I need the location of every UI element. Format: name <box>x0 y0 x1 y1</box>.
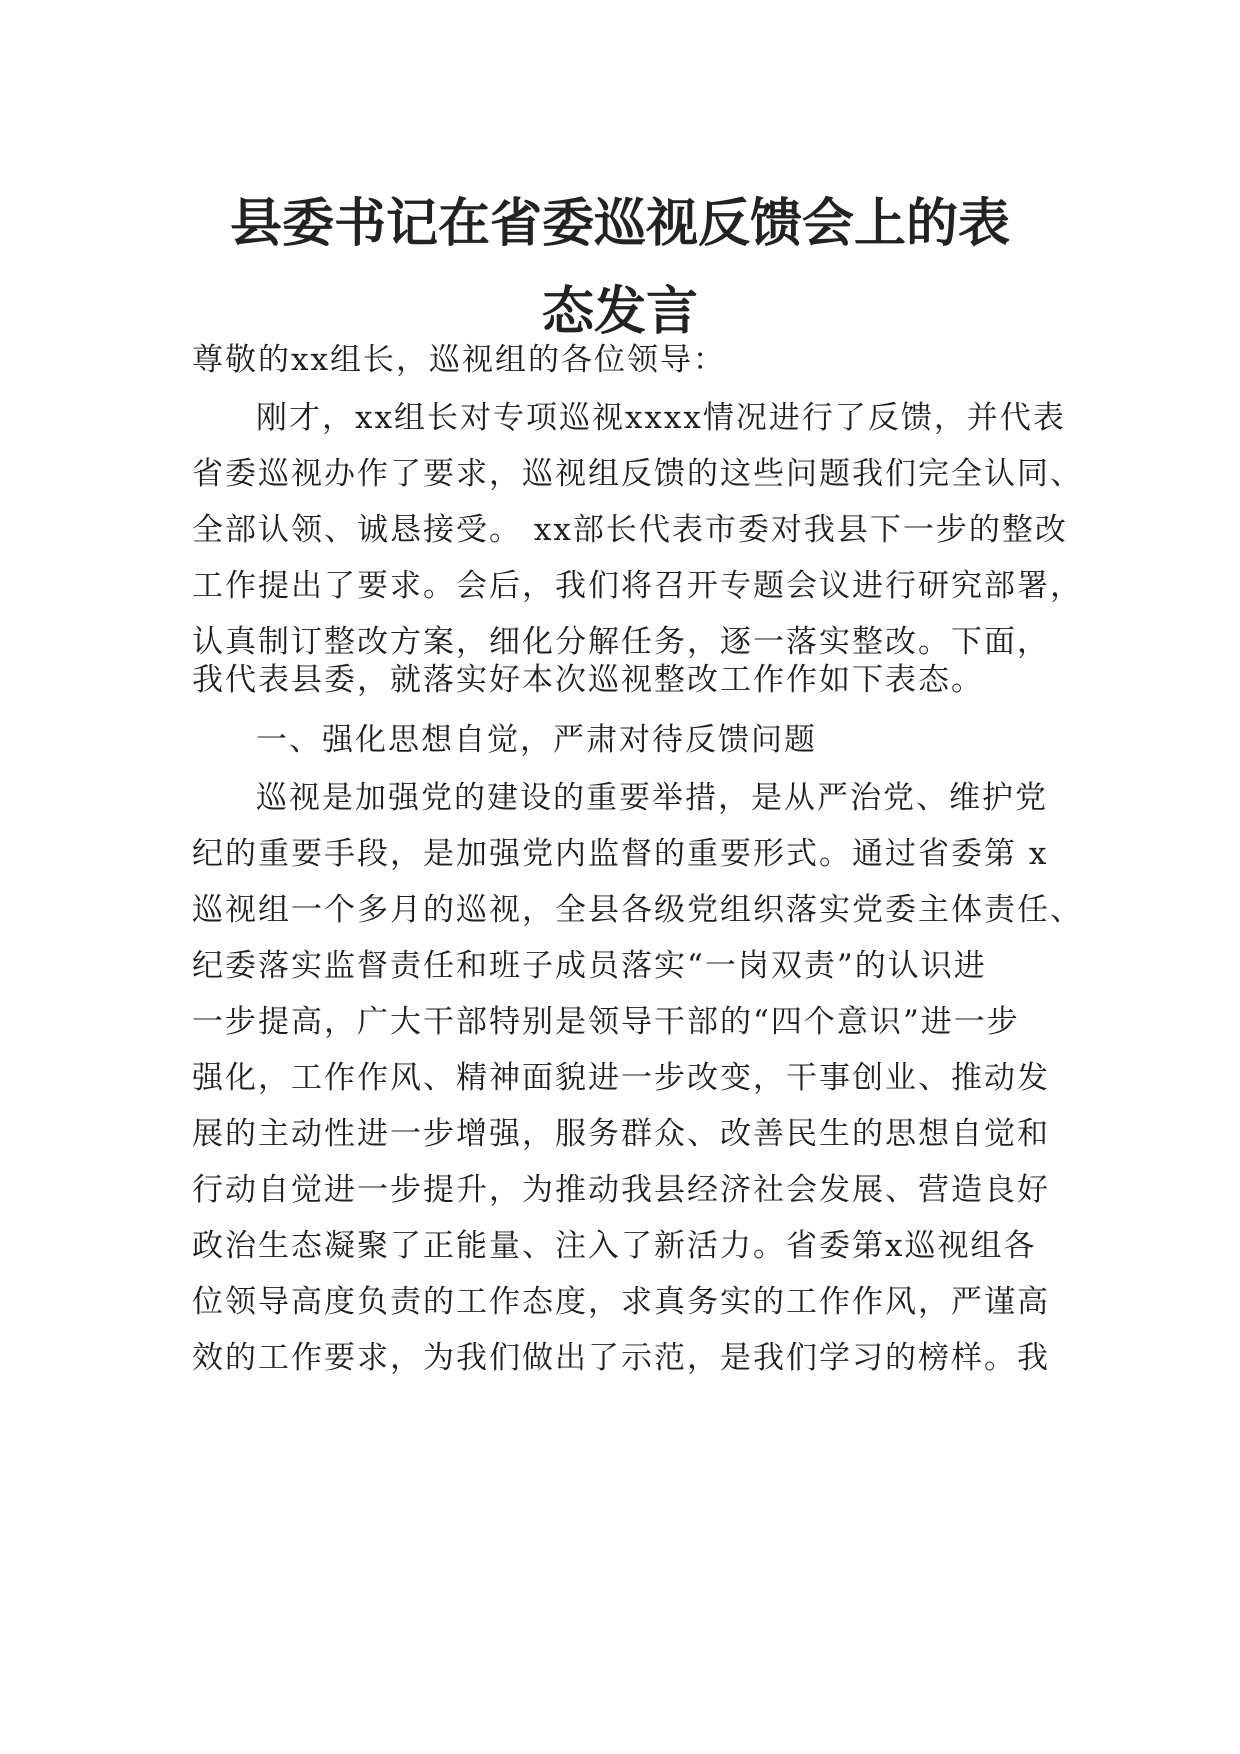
paragraph2-line: 展的主动性进一步增强，服务群众、改善民生的思想自觉和 <box>192 1116 1050 1152</box>
paragraph1-line: 工作提出了要求。会后，我们将召开专题会议进行研究部署， <box>192 568 1083 604</box>
paragraph2-line: 纪的重要手段，是加强党内监督的重要形式。通过省委第 x <box>192 836 1049 872</box>
paragraph2-line: 行动自觉进一步提升，为推动我县经济社会发展、营造良好 <box>192 1172 1050 1208</box>
paragraph2-line: 政治生态凝聚了正能量、注入了新活力。省委第x巡视组各 <box>192 1228 1037 1264</box>
paragraph2-line: 纪委落实监督责任和班子成员落实“一岗双责”的认识进 <box>192 948 987 984</box>
document-title-line-2: 态发言 <box>541 282 698 342</box>
paragraph2-line: 巡视组一个多月的巡视，全县各级党组织落实党委主体责任、 <box>192 892 1083 928</box>
paragraph2-line: 位领导高度负责的工作态度，求真务实的工作作风，严谨高 <box>192 1284 1050 1320</box>
paragraph1-line: 认真制订整改方案，细化分解任务，逐一落实整改。下面， <box>192 624 1050 660</box>
paragraph2-line: 一步提高，广大干部特别是领导干部的“四个意识”进一步 <box>192 1004 1020 1040</box>
paragraph2-line: 效的工作要求，为我们做出了示范，是我们学习的榜样。我 <box>192 1340 1050 1376</box>
salutation: 尊敬的xx组长，巡视组的各位领导： <box>192 342 726 378</box>
paragraph1-line: 刚才，xx组长对专项巡视xxxx情况进行了反馈，并代表 <box>256 400 1066 436</box>
paragraph1-line: 全部认领、诚恳接受。 xx部长代表市委对我县下一步的整改 <box>192 512 1068 548</box>
paragraph2-line: 巡视是加强党的建设的重要举措，是从严治党、维护党 <box>256 780 1048 816</box>
paragraph1-line: 我代表县委，就落实好本次巡视整改工作作如下表态。 <box>192 662 984 698</box>
paragraph1-line: 省委巡视办作了要求，巡视组反馈的这些问题我们完全认同、 <box>192 456 1083 492</box>
paragraph2-line: 强化，工作作风、精神面貌进一步改变，干事创业、推动发 <box>192 1060 1050 1096</box>
document-title-line-1: 县委书记在省委巡视反馈会上的表 <box>229 194 1010 254</box>
section-heading: 一、强化思想自觉，严肃对待反馈问题 <box>256 722 817 758</box>
